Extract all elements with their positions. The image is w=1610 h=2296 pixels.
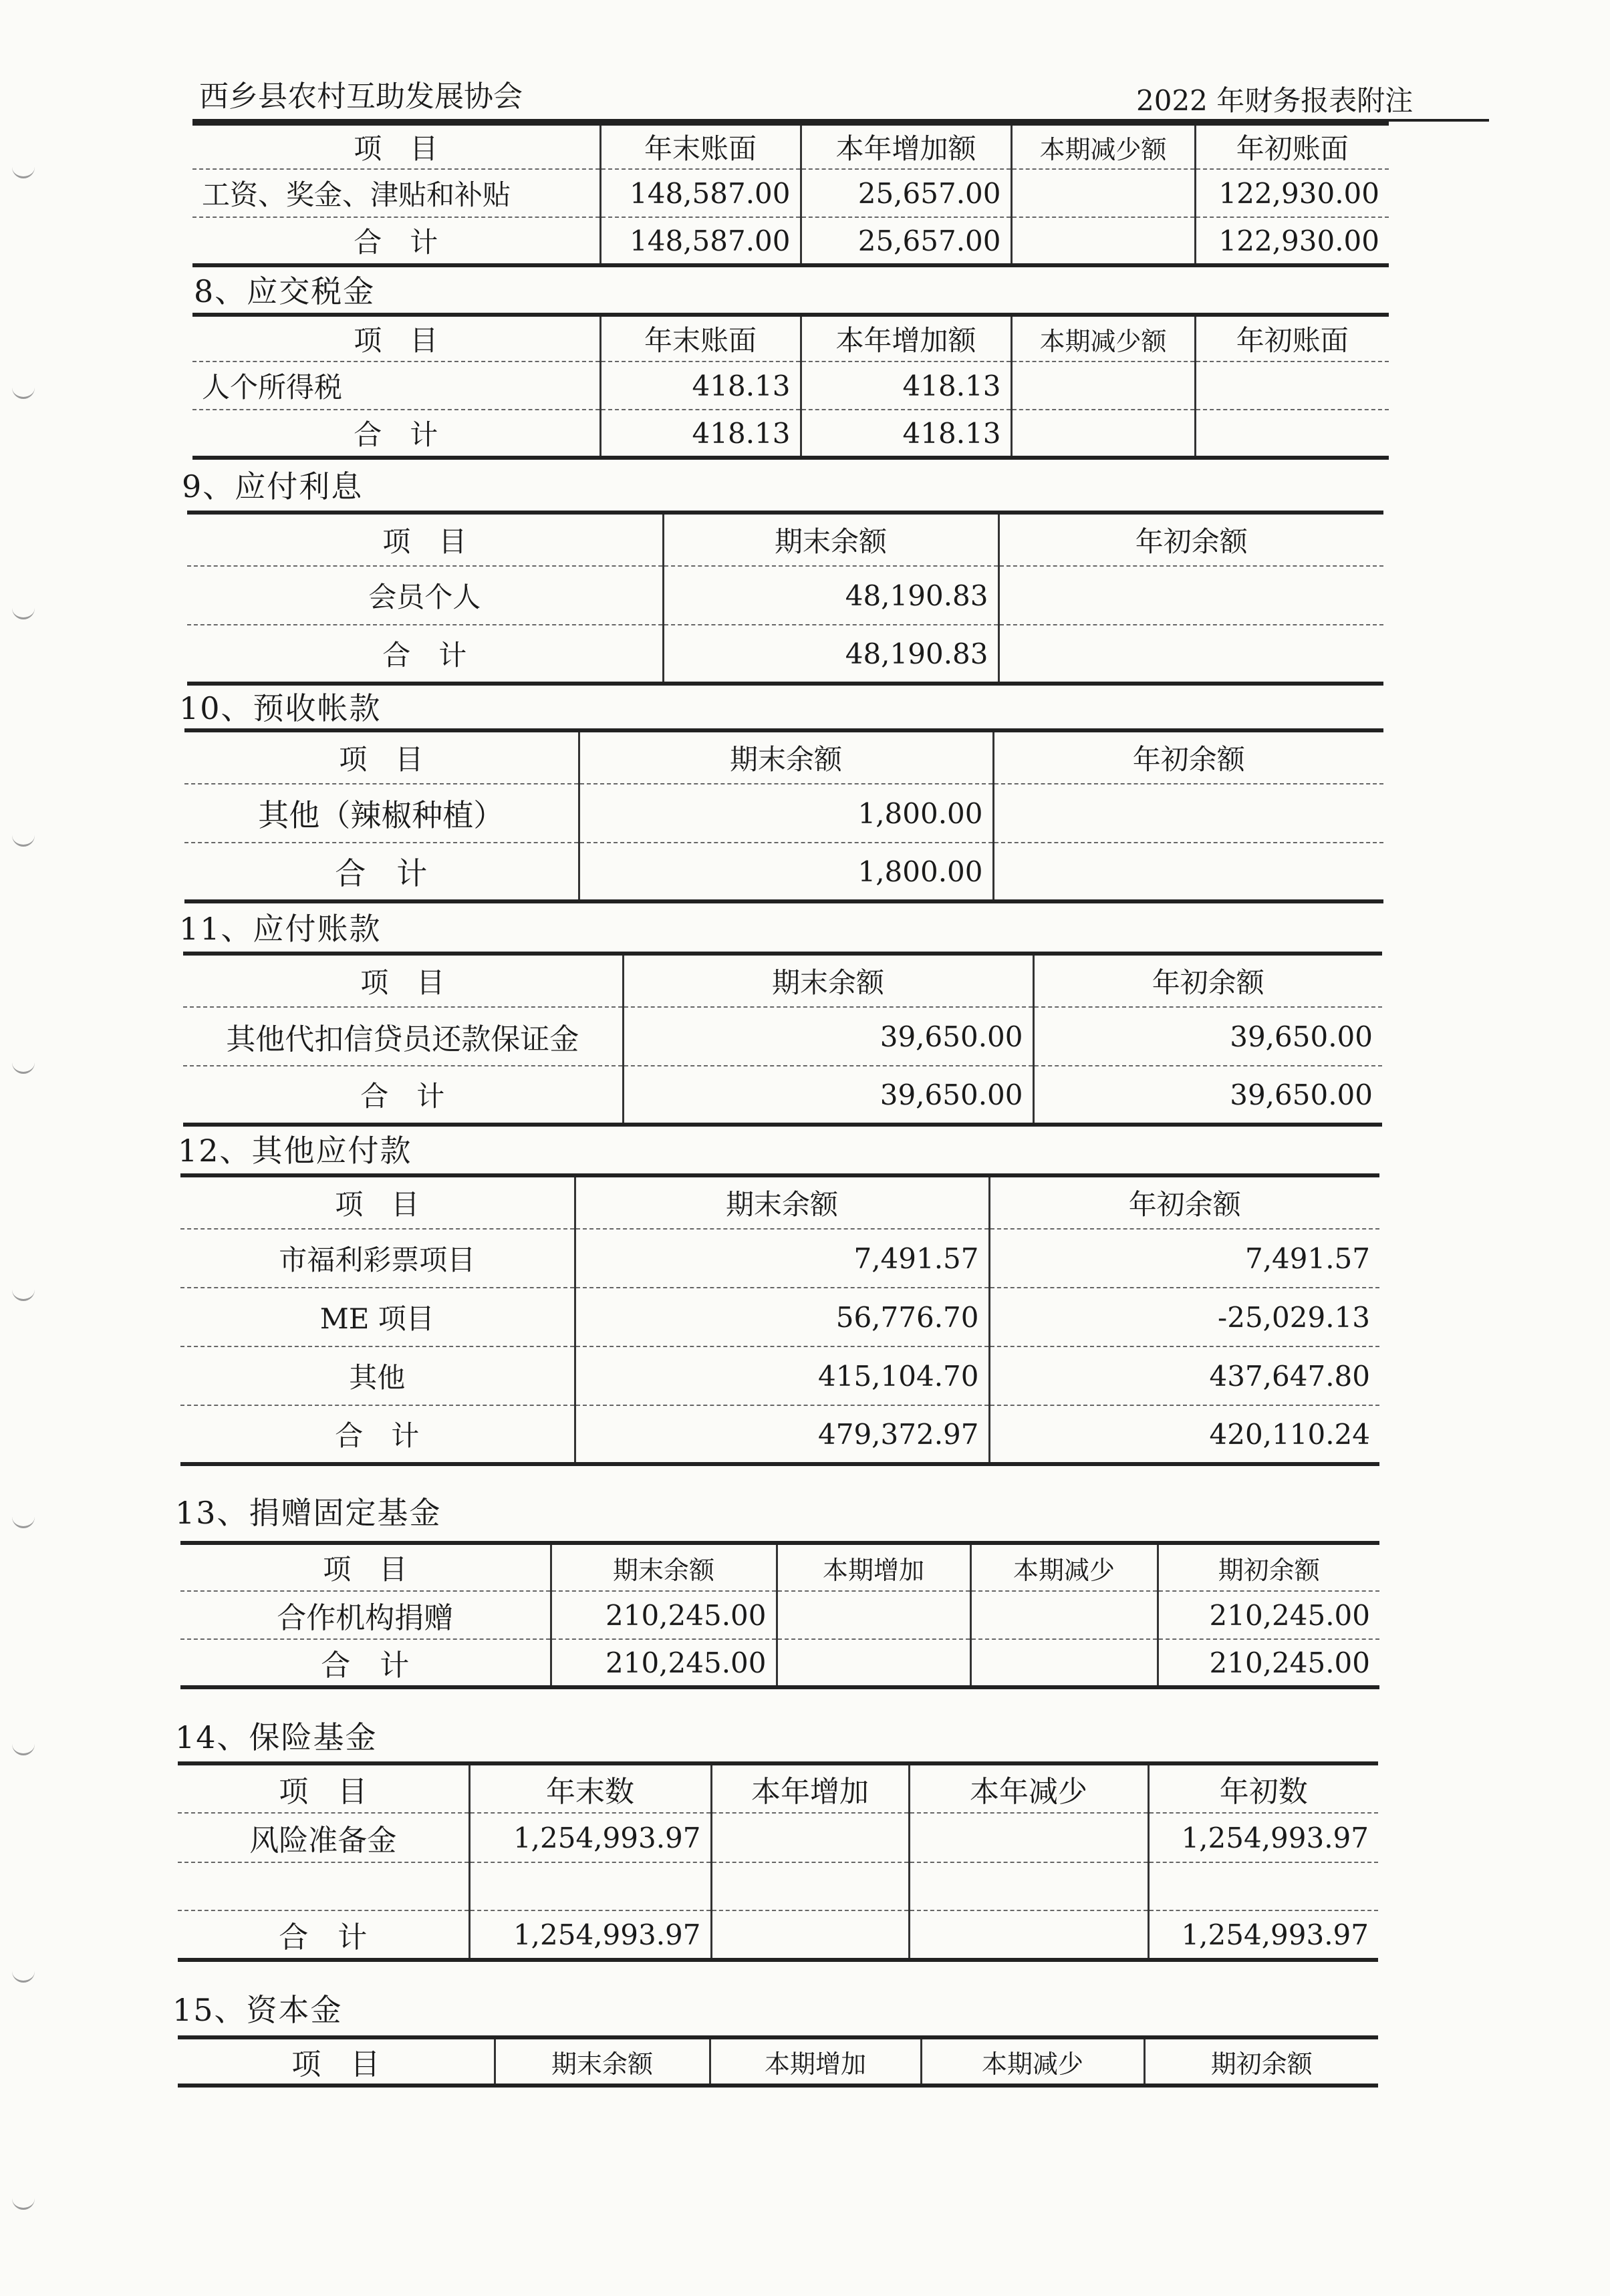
value-cell: 39,650.00: [623, 1066, 1033, 1125]
header-cell: 本年增加额: [801, 124, 1011, 169]
table-donated-fund: [180, 1541, 1379, 1689]
value-cell: 48,190.83: [663, 625, 998, 684]
value-cell: [711, 1862, 909, 1910]
header-cell: 年初数: [1148, 1763, 1378, 1813]
table-header-row: [183, 954, 1382, 1007]
header-cell: 期末余额: [495, 2037, 710, 2086]
binder-hole: [12, 1517, 35, 1528]
header-cell: 本期增加: [710, 2037, 921, 2086]
item-cell: 人个所得税: [192, 362, 600, 410]
total-row: [187, 625, 1383, 684]
value-cell: 210,245.00: [1158, 1591, 1379, 1639]
header-cell: 期初余额: [1210, 2049, 1313, 2079]
header-cell: 项 目: [178, 1763, 469, 1813]
item-cell: ME 项目: [180, 1288, 575, 1346]
header-cell: 年初账面: [1195, 124, 1389, 169]
value-cell: 418.13: [600, 362, 801, 410]
header-cell: 项 目: [184, 730, 579, 784]
item-cell: 合 计: [187, 625, 663, 684]
item-cell: 合 计: [180, 1405, 575, 1464]
header-cell: 项 目: [180, 1543, 551, 1591]
value-cell: [1011, 410, 1195, 458]
total-row: [184, 843, 1383, 901]
table-salaries: [192, 122, 1389, 267]
total-row: [180, 1639, 1379, 1687]
binder-hole: [12, 167, 35, 178]
header-cell: 期初余额: [1158, 1543, 1379, 1591]
value-cell: 1,254,993.97: [1148, 1813, 1378, 1862]
value-cell: 1,254,993.97: [469, 1813, 711, 1862]
table-header-row: [180, 1175, 1379, 1229]
item-cell: 合 计: [183, 1066, 623, 1125]
header-cell: 本期减少额: [1011, 315, 1195, 362]
table-header-row: [180, 1543, 1379, 1591]
value-cell: 25,657.00: [801, 217, 1011, 265]
table-row: [184, 784, 1383, 843]
value-cell: 148,587.00: [600, 217, 801, 265]
table-row: [178, 1813, 1378, 1862]
section-title-other-payables: 12、其他应付款: [178, 1133, 412, 1169]
table-row: [180, 1591, 1379, 1639]
total-row: [192, 217, 1389, 265]
table-header-row: [192, 315, 1389, 362]
table-row: [192, 169, 1389, 217]
item-cell: 其他: [180, 1346, 575, 1405]
value-cell: 210,245.00: [551, 1591, 777, 1639]
header-cell: 本年减少: [909, 1763, 1148, 1813]
value-cell: [909, 1813, 1148, 1862]
header-cell: 年初余额: [993, 730, 1383, 784]
value-cell: 7,491.57: [989, 1229, 1379, 1288]
header-cell: 期末余额: [551, 1543, 777, 1591]
value-cell: 39,650.00: [623, 1007, 1033, 1066]
table-interest: [187, 511, 1383, 686]
binder-hole: [12, 608, 35, 619]
table-capital: [178, 2035, 1378, 2088]
table-row: [187, 566, 1383, 625]
value-cell: 415,104.70: [575, 1346, 989, 1405]
header-cell: 本年增加额: [801, 315, 1011, 362]
header-cell: 期末余额: [575, 1175, 989, 1229]
value-cell: 479,372.97: [575, 1405, 989, 1464]
table-header-row: [187, 513, 1383, 566]
value-cell: 25,657.00: [801, 169, 1011, 217]
value-cell: 420,110.24: [1209, 1417, 1370, 1451]
header-cell: 期末余额: [623, 954, 1033, 1007]
section-title-capital: 15、资本金: [172, 1992, 343, 2028]
section-title-interest: 9、应付利息: [182, 468, 364, 505]
binder-hole: [12, 1744, 35, 1755]
table-advance-receipts: [184, 728, 1383, 903]
header-cell: 年末账面: [600, 315, 801, 362]
header-cell: 年初余额: [989, 1175, 1379, 1229]
item-cell: 会员个人: [187, 566, 663, 625]
section-title-taxes: 8、应交税金: [194, 273, 376, 309]
section-title-donated-fund: 13、捐赠固定基金: [175, 1495, 442, 1531]
header-cell: 项 目: [180, 1175, 575, 1229]
binder-hole: [12, 2198, 35, 2210]
value-cell: [777, 1639, 970, 1687]
value-cell: 39,650.00: [1033, 1007, 1382, 1066]
item-cell: 合 计: [178, 1910, 469, 1960]
header-cell: 项 目: [192, 315, 600, 362]
value-cell: [469, 1862, 711, 1910]
item-cell: 风险准备金: [178, 1813, 469, 1862]
header-cell: 本期增加: [777, 1543, 970, 1591]
value-cell: 1,800.00: [579, 784, 993, 843]
value-cell: 437,647.80: [989, 1346, 1379, 1405]
table-row: [192, 362, 1389, 410]
header-cell: 年初账面: [1195, 315, 1389, 362]
item-cell: 合 计: [184, 843, 579, 901]
binder-hole: [12, 1971, 35, 1983]
item-cell: 合 计: [192, 410, 600, 458]
value-cell: 418.13: [600, 410, 801, 458]
section-title-insurance-fund: 14、保险基金: [175, 1719, 378, 1755]
table-taxes: [192, 313, 1389, 460]
value-cell: 1,254,993.97: [469, 1910, 711, 1960]
table-header-row: [184, 730, 1383, 784]
value-cell: 48,190.83: [663, 566, 998, 625]
value-cell: -25,029.13: [989, 1288, 1379, 1346]
value-cell: 39,650.00: [1230, 1078, 1373, 1111]
item-cell: 合 计: [180, 1639, 551, 1687]
value-cell: [1011, 169, 1195, 217]
item-cell: [178, 1862, 469, 1910]
value-cell: [711, 1910, 909, 1960]
header-cell: 年末账面: [600, 124, 801, 169]
total-row: [180, 1405, 1379, 1464]
table-row: [180, 1346, 1379, 1405]
total-row: [183, 1066, 1382, 1125]
value-cell: [1011, 217, 1195, 265]
value-cell: [777, 1591, 970, 1639]
binder-hole: [12, 1062, 35, 1074]
header-cell: 项 目: [192, 124, 600, 169]
value-cell: [998, 566, 1383, 625]
value-cell: 418.13: [801, 410, 1011, 458]
binder-hole: [12, 835, 35, 847]
item-cell: 其他（辣椒种植）: [184, 784, 579, 843]
value-cell: 1,254,993.97: [1181, 1918, 1369, 1951]
report-title: 2022 年财务报表附注: [1136, 84, 1414, 117]
header-cell: 项 目: [187, 513, 663, 566]
value-cell: 56,776.70: [575, 1288, 989, 1346]
value-cell: [1148, 1862, 1378, 1910]
table-row: [180, 1288, 1379, 1346]
section-title-accounts-payable: 11、应付账款: [179, 911, 382, 947]
value-cell: [970, 1639, 1158, 1687]
header-cell: 本年增加: [711, 1763, 909, 1813]
item-cell: 市福利彩票项目: [180, 1229, 575, 1288]
item-cell: 其他代扣信贷员还款保证金: [183, 1007, 623, 1066]
item-cell: 合作机构捐赠: [180, 1591, 551, 1639]
header-cell: 项 目: [183, 954, 623, 1007]
value-cell: [909, 1910, 1148, 1960]
section-title-advance-receipts: 10、预收帐款: [179, 690, 382, 726]
value-cell: 1,800.00: [579, 843, 993, 901]
value-cell: [711, 1813, 909, 1862]
table-header-row: [192, 124, 1389, 169]
table-row: [178, 1862, 1378, 1910]
item-cell: 工资、奖金、津贴和补贴: [192, 169, 600, 217]
value-cell: 148,587.00: [600, 169, 801, 217]
table-row: [180, 1229, 1379, 1288]
header-cell: 年初余额: [998, 513, 1383, 566]
table-header-row: [178, 2037, 1378, 2086]
header-cell: 年初余额: [1033, 954, 1382, 1007]
value-cell: 122,930.00: [1195, 169, 1389, 217]
header-cell: 本期减少: [970, 1543, 1158, 1591]
header-cell: 年末数: [469, 1763, 711, 1813]
table-header-row: [178, 1763, 1378, 1813]
value-cell: [998, 625, 1383, 684]
total-row: [192, 410, 1389, 458]
total-row: [178, 1910, 1378, 1960]
organization-name: 西乡县农村互助发展协会: [199, 80, 523, 114]
table-accounts-payable: [183, 952, 1382, 1127]
table-insurance-fund: [178, 1761, 1378, 1962]
table-row: [183, 1007, 1382, 1066]
value-cell: 210,245.00: [551, 1639, 777, 1687]
value-cell: [1011, 362, 1195, 410]
value-cell: 418.13: [801, 362, 1011, 410]
value-cell: 210,245.00: [1209, 1646, 1370, 1679]
item-cell: 合 计: [192, 217, 600, 265]
value-cell: [993, 843, 1383, 901]
value-cell: [909, 1862, 1148, 1910]
binder-hole: [12, 1290, 35, 1301]
value-cell: [1195, 410, 1389, 458]
header-cell: 项 目: [178, 2037, 495, 2086]
value-cell: [970, 1591, 1158, 1639]
value-cell: 122,930.00: [1218, 224, 1379, 257]
value-cell: [993, 784, 1383, 843]
binder-hole: [12, 388, 35, 399]
table-other-payables: [180, 1173, 1379, 1466]
header-cell: 期末余额: [663, 513, 998, 566]
value-cell: 7,491.57: [575, 1229, 989, 1288]
header-cell: 本期减少额: [1011, 124, 1195, 169]
header-cell: 期末余额: [579, 730, 993, 784]
header-cell: 本期减少: [921, 2037, 1144, 2086]
value-cell: [1195, 362, 1389, 410]
